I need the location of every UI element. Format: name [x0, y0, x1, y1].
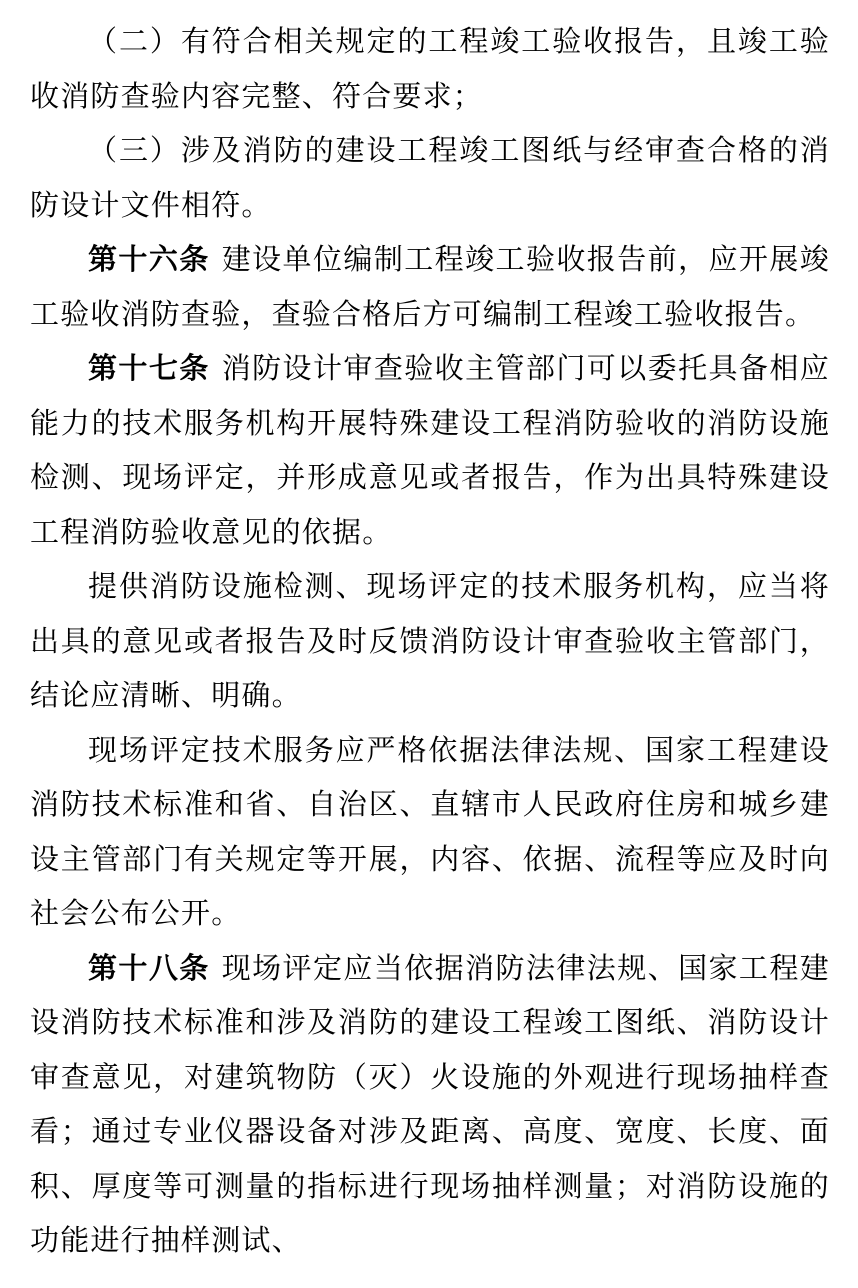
article-18 [30, 941, 830, 1268]
article-number: 第十七条 [88, 351, 210, 385]
paragraph-text: 现场评定应当依据消防法律法规、国家工程建设消防技术标准和涉及消防的建设工程竣工图纸、消防设计审查意见，对建筑物防（灭）火设施的外观进行现场抽样查看；通过专业仪器设备对涉及距离、高度、宽度、长度、面积、厚度等可测量的指标进行现场抽样测量；对消防设施的功能进行抽样测试、 [30, 950, 830, 1257]
paragraph-service-feedback [30, 559, 830, 723]
document-page [30, 14, 830, 1268]
paragraph-text: （二）有符合相关规定的工程竣工验收报告，且竣工验收消防查验内容完整、符合要求； [30, 24, 830, 113]
paragraph-item-2 [30, 14, 830, 123]
article-16 [30, 232, 830, 341]
article-number: 第十六条 [88, 242, 210, 276]
paragraph-text: 提供消防设施检测、现场评定的技术服务机构，应当将出具的意见或者报告及时反馈消防设计审查验收主管部门，结论应清晰、明确。 [30, 569, 830, 712]
paragraph-text: 消防设计审查验收主管部门可以委托具备相应能力的技术服务机构开展特殊建设工程消防验收的消防设施检测、现场评定，并形成意见或者报告，作为出具特殊建设工程消防验收意见的依据。 [30, 351, 830, 549]
paragraph-item-3 [30, 123, 830, 232]
article-17 [30, 341, 830, 559]
article-number: 第十八条 [88, 950, 210, 985]
paragraph-text: （三）涉及消防的建设工程竣工图纸与经审查合格的消防设计文件相符。 [30, 133, 830, 222]
paragraph-text: 现场评定技术服务应严格依据法律法规、国家工程建设消防技术标准和省、自治区、直辖市人民政府住房和城乡建设主管部门有关规定等开展，内容、依据、流程等应及时向社会公布公开。 [30, 732, 830, 930]
paragraph-service-standards [30, 723, 830, 941]
paragraph-text: 建设单位编制工程竣工验收报告前，应开展竣工验收消防查验，查验合格后方可编制工程竣工验收报告。 [30, 242, 830, 331]
